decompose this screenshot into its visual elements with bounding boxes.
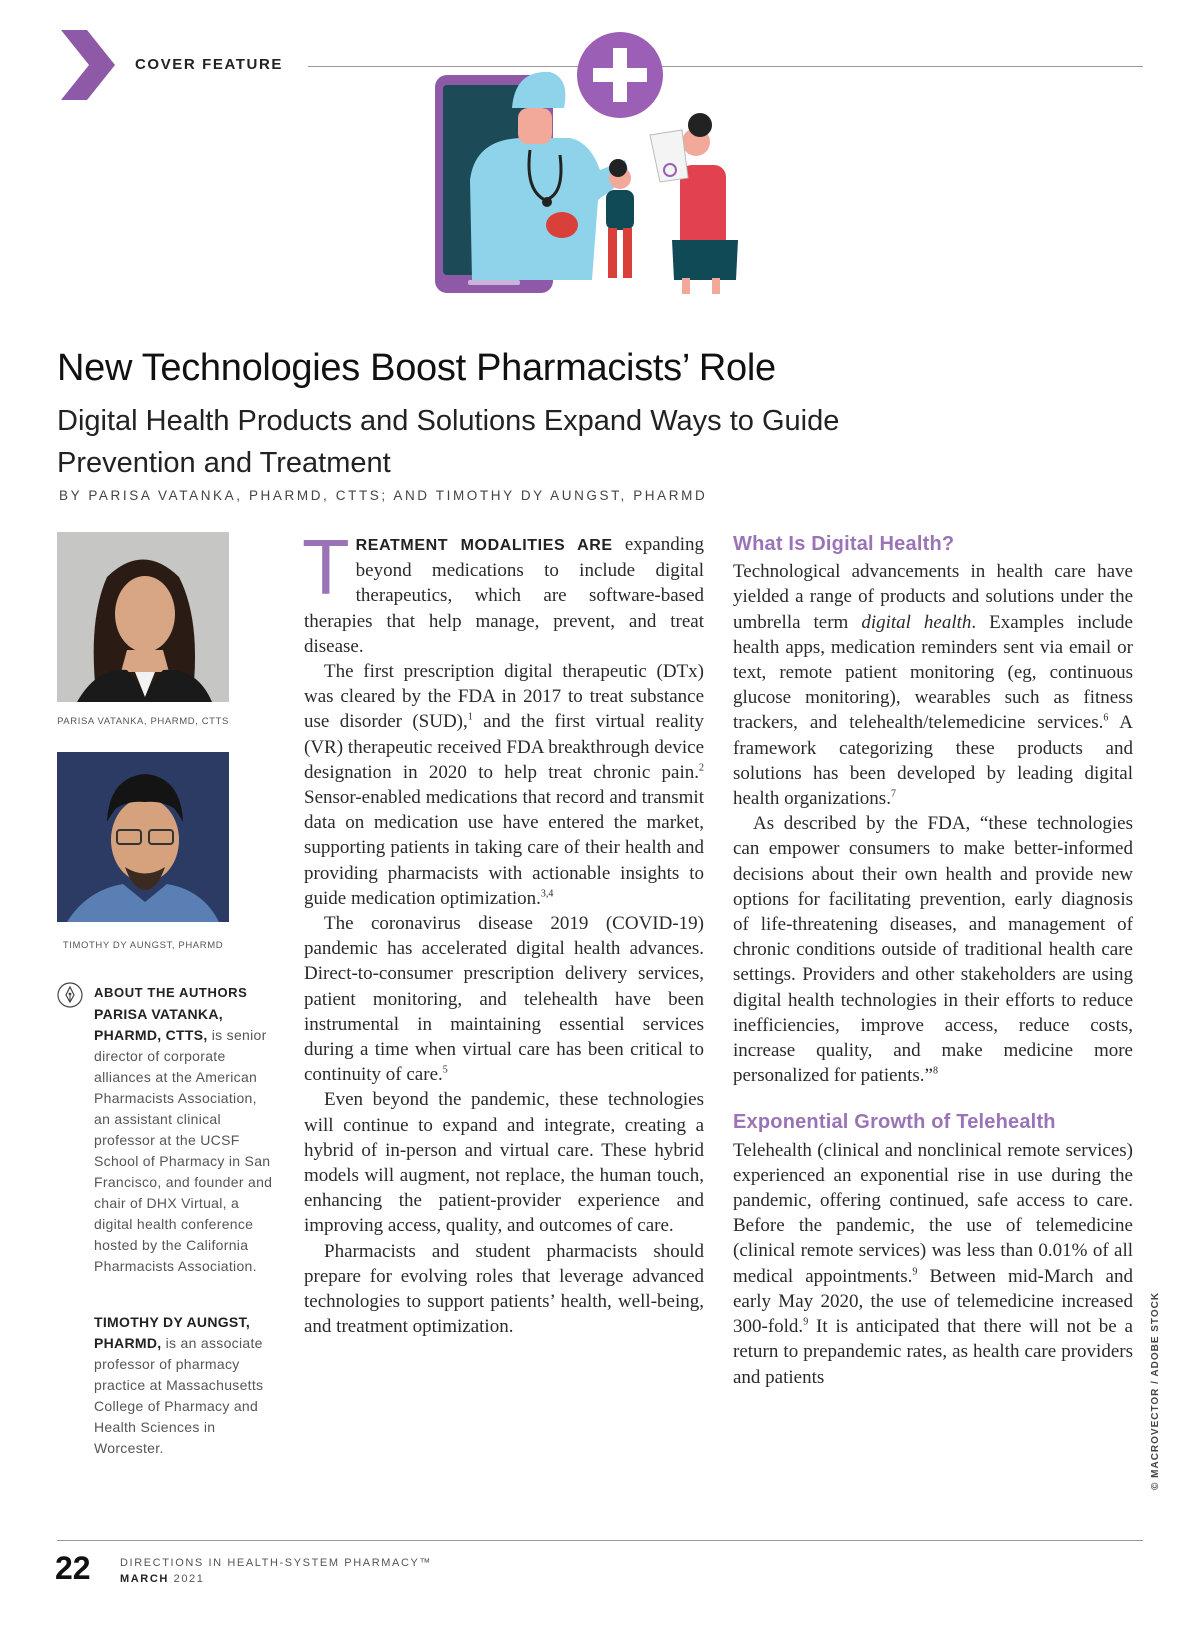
paragraph-intro: TREATMENT MODALITIES ARE expanding beyond medications to include digital therapeutics, which are software-based therapies that help manage, prevent, and treat disease. — [302, 523, 704, 657]
bio-vatanka — [94, 1004, 274, 1277]
author-photo-aungst — [57, 752, 229, 922]
body-column-2 — [733, 532, 1133, 1390]
footer-rule — [57, 1540, 1143, 1541]
paragraph: Technological advancements in health care have yielded a range of products and solutions under the umbrella term digital health. Examples include health apps, medication reminders sent via email or text, remote patient monitoring (eg, continuous glucose monitoring), wearables such as fitness trackers, and telehealth/telemedicine services.$^6$ A framework categorizing these products and solutions has been developed by leading digital health organizations.$^7$ — [733, 561, 1133, 810]
paragraph: Even beyond the pandemic, these technologies will continue to expand and integrate, creating a hybrid of in-person and virtual care. These hybrid models will augment, not replace, the human touch, enhancing the patient-provider experience and improving access, quality, and outcomes of care. — [304, 1089, 704, 1237]
article-subtitle: Digital Health Products and Solutions Expand Ways to Guide Prevention and Treatment — [57, 405, 840, 479]
section-label: COVER FEATURE — [135, 56, 284, 73]
image-credit: © MACROVECTOR / ADOBE STOCK — [1150, 1291, 1161, 1490]
body-column-1 — [302, 523, 704, 1340]
photo-caption-aungst: TIMOTHY DY AUNGST, PHARMD — [62, 940, 224, 951]
section-chevron-icon — [61, 30, 119, 100]
pen-nib-icon — [57, 982, 83, 1008]
byline: BY PARISA VATANKA, PHARMD, CTTS; AND TIMOTHY DY AUNGST, PHARMD — [59, 488, 708, 503]
author-photo-vatanka — [57, 532, 229, 702]
issue-date: MARCH 2021 — [120, 1573, 205, 1585]
paragraph: Pharmacists and student pharmacists should prepare for evolving roles that leverage advanced technologies to support patients’ health, well-being, and treatment optimization. — [304, 1240, 704, 1338]
section-heading: Exponential Growth of Telehealth — [733, 1111, 1056, 1134]
article-title: New Technologies Boost Pharmacists’ Role — [57, 347, 776, 389]
about-authors-heading: ABOUT THE AUTHORS — [94, 985, 248, 1000]
lead-in: REATMENT MODALITIES ARE — [355, 537, 613, 554]
bio-text: is an associate professor of pharmacy practice at Massachusetts College of Pharmacy and Health Sciences in Worcester. — [94, 1335, 264, 1456]
page-number: 22 — [55, 1550, 91, 1586]
paragraph: The first prescription digital therapeutic (DTx) was cleared by the FDA in 2017 to treat substance use disorder (SUD),$^1$ and the first virtual reality (VR) therapeutic received FDA breakthrough device designation in 2020 to help treat chronic pain.$^2$ Sensor-enabled medications that record and transmit data on medication use have entered the market, supporting patients in taking care of their health and providing pharmacists with actionable insights to guide medication optimization.$^{3,4}$ — [304, 661, 704, 909]
bio-name: TIMOTHY DY AUNGST, PHARMD, — [94, 1314, 251, 1351]
drop-cap: T — [302, 523, 350, 611]
about-authors — [57, 982, 272, 1462]
paragraph: As described by the FDA, “these technologies can empower consumers to make better-informed decisions about their own health and provide new options for facilitating prevention, early diagnosis of life-threatening diseases, and management of chronic conditions outside of traditional health care settings. Providers and other stakeholders are using digital health technologies in their efforts to reduce inefficiencies, improve access, reduce costs, increase quality, and make medicine more personalized for patients.”$^8$ — [733, 813, 1133, 1087]
hero-illustration — [420, 30, 760, 300]
section-heading: What Is Digital Health? — [733, 533, 955, 555]
bio-text: is senior director of corporate alliances at the American Pharmacists Association, an assistant clinical professor at the UCSF School of Pharmacy in San Francisco, and founder and chair of DHX Virtual, a digital health conference hosted by the California Pharmacists Association. — [94, 1027, 273, 1274]
bio-name: PARISA VATANKA, PHARMD, CTTS, — [94, 1006, 223, 1043]
journal-name: DIRECTIONS IN HEALTH-SYSTEM PHARMACY™ — [120, 1557, 433, 1569]
paragraph: Telehealth (clinical and nonclinical remote services) experienced an exponential rise in use during the pandemic, offering continued, safe access to care. Before the pandemic, the use of telemedicine (clinical remote services) was less than 0.01% of all medical appointments.$^9$ Between mid-March and early May 2020, the use of telemedicine increased 300-fold.$^9$ It is anticipated that there will not be a return to prepandemic rates, as health care providers and patients — [733, 1139, 1133, 1388]
paragraph: The coronavirus disease 2019 (COVID-19) pandemic has accelerated digital health advances. Direct-to-consumer prescription delivery services, patient monitoring, and telehealth have been instrumental in maintaining essential services during a time when virtual care has been critical to continuity of care.$^5$ — [304, 913, 704, 1086]
bio-aungst — [94, 1312, 274, 1459]
photo-caption-vatanka: PARISA VATANKA, PHARMD, CTTS — [57, 716, 229, 727]
